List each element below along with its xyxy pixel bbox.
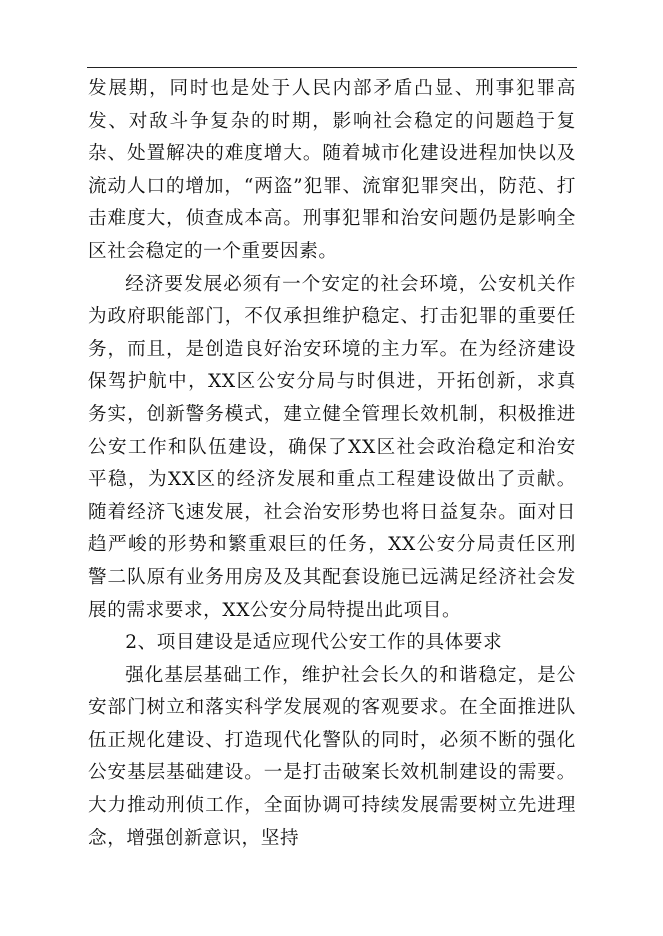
document-body bbox=[88, 73, 576, 855]
paragraph-continuation: 发展期，同时也是处于人民内部矛盾凸显、刑事犯罪高发、对敌斗争复杂的时期，影响社会稳定的问题趋于复杂、处置解决的难度增大。随着城市化建设进程加快以及流动人口的增加，“两盗”犯罪、流窜犯罪突出，防范、打击难度大，侦查成本高。刑事犯罪和治安问题仍是影响全区社会稳定的一个重要因素。 bbox=[88, 78, 576, 262]
section-heading: 2、项目建设是适应现代公安工作的具体要求 bbox=[125, 632, 503, 654]
paragraph-economic-development: 经济要发展必须有一个安定的社会环境，公安机关作为政府职能部门，不仅承担维护稳定、打击犯罪的重要任务，而且，是创造良好治安环境的主力军。在为经济建设保驾护航中，XX区公安分局与时俱进，开拓创新，求真务实，创新警务模式，建立健全管理长效机制，积极推进公安工作和队伍建设，确保了XX区社会政治稳定和治安平稳，为XX区的经济发展和重点工程建设做出了贡献。随着经济飞速发展，社会治安形势也将日益复杂。面对日趋严峻的形势和繁重艰巨的任务，XX公安分局责任区刑警二队原有业务用房及及其配套设施已远满足经济社会发展的需求要求，XX公安分局特提出此项目。 bbox=[88, 273, 576, 621]
header-rule bbox=[87, 67, 577, 68]
paragraph-grassroots-work: 强化基层基础工作，维护社会长久的和谐稳定，是公安部门树立和落实科学发展观的客观要求。在全面推进队伍正规化建设、打造现代化警队的同时，必须不断的强化公安基层基础建设。一是打击破案长效机制建设的需要。大力推动刑侦工作，全面协调可持续发展需要树立先进理念，增强创新意识，坚持 bbox=[88, 664, 576, 849]
